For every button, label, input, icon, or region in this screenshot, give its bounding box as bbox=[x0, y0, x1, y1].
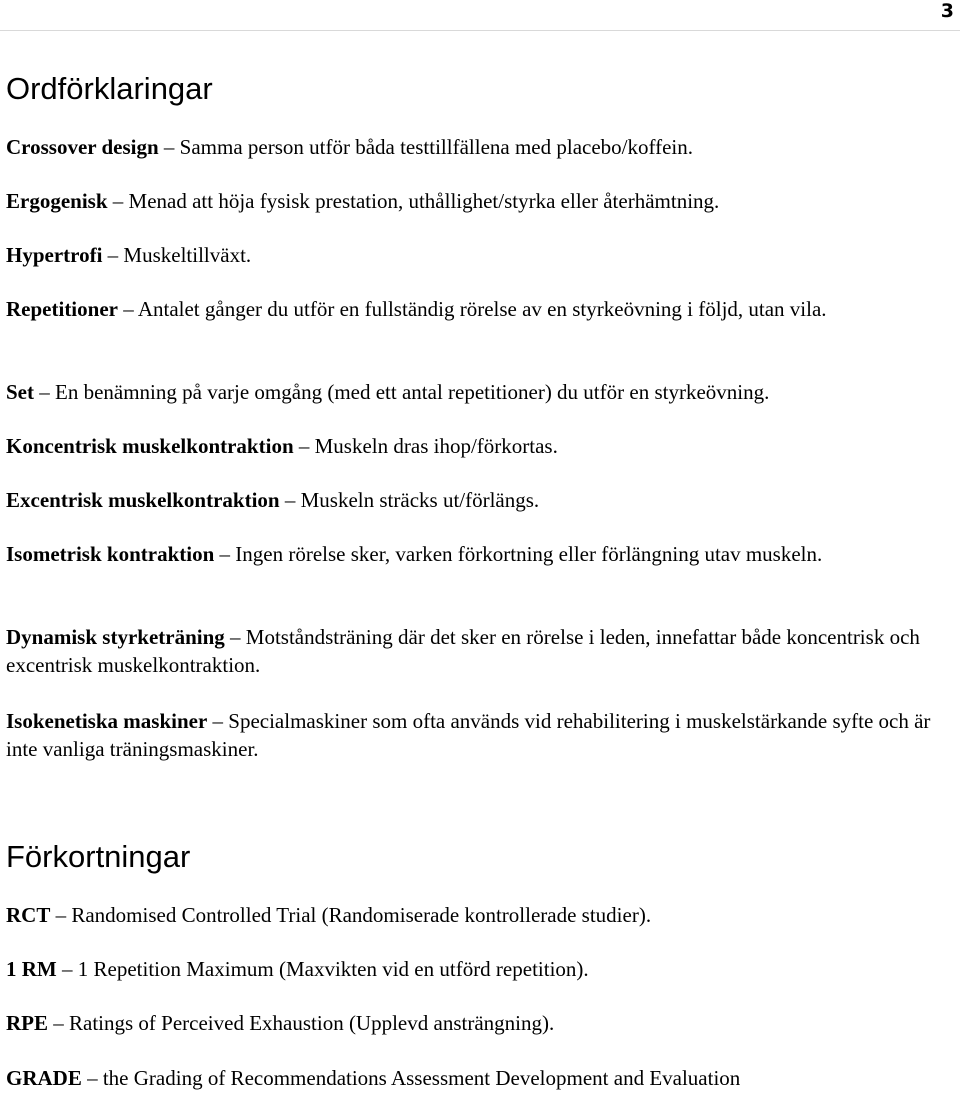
glossary-entry bbox=[6, 623, 951, 679]
glossary-term: Set bbox=[6, 380, 34, 404]
glossary-definition: Ingen rörelse sker, varken förkortning eller förlängning utav muskeln. bbox=[235, 542, 823, 566]
glossary-term: Hypertrofi bbox=[6, 243, 103, 267]
abbreviation-term: 1 RM bbox=[6, 957, 57, 981]
glossary-term: Crossover design bbox=[6, 135, 159, 159]
glossary-definition: Menad att höja fysisk prestation, uthållighet/styrka eller återhämtning. bbox=[128, 189, 720, 213]
page-number: 3 bbox=[940, 0, 954, 22]
glossary-term: Dynamisk styrketräning bbox=[6, 625, 225, 649]
term-separator: – bbox=[102, 243, 124, 267]
glossary-term: Isometrisk kontraktion bbox=[6, 542, 215, 566]
abbreviation-definition: the Grading of Recommendations Assessment Development and Evaluation bbox=[102, 1066, 741, 1090]
glossary-definition: Samma person utför båda testtillfällena med placebo/koffein. bbox=[179, 135, 694, 159]
term-separator: – bbox=[34, 380, 55, 404]
term-separator: – bbox=[214, 542, 236, 566]
glossary-entry bbox=[6, 378, 951, 406]
abbreviation-entry bbox=[6, 1009, 951, 1037]
glossary-term: Ergogenisk bbox=[6, 189, 108, 213]
abbreviation-entry bbox=[6, 901, 951, 929]
header-divider bbox=[0, 30, 960, 31]
glossary-entry bbox=[6, 432, 951, 460]
term-separator: – bbox=[279, 488, 301, 512]
glossary-entry bbox=[6, 540, 951, 568]
glossary-definition: Muskeln dras ihop/förkortas. bbox=[314, 434, 558, 458]
glossary-definition: Specialmaskiner som ofta används vid rehabilitering i muskelstärkande syfte och är inte vanliga träningsmaskiner. bbox=[6, 709, 931, 761]
term-separator: – bbox=[224, 625, 246, 649]
glossary-definition: En benämning på varje omgång (med ett antal repetitioner) du utför en styrkeövning. bbox=[55, 380, 770, 404]
abbreviation-entry bbox=[6, 1064, 951, 1092]
glossary-definition: Muskeln sträcks ut/förlängs. bbox=[300, 488, 540, 512]
term-separator: – bbox=[117, 297, 138, 321]
glossary-term: Isokenetiska maskiner bbox=[6, 709, 208, 733]
glossary-definition: Antalet gånger du utför en fullständig rörelse av en styrkeövning i följd, utan vila. bbox=[137, 297, 827, 321]
abbreviation-entry bbox=[6, 955, 951, 983]
abbreviation-term: GRADE bbox=[6, 1066, 82, 1090]
term-separator: – bbox=[207, 709, 229, 733]
term-separator: – bbox=[293, 434, 315, 458]
abbreviation-definition: 1 Repetition Maximum (Maxvikten vid en utförd repetition). bbox=[77, 957, 589, 981]
glossary-term: Excentrisk muskelkontraktion bbox=[6, 488, 280, 512]
term-separator: – bbox=[107, 189, 129, 213]
abbreviation-definition: Randomised Controlled Trial (Randomiserade kontrollerade studier). bbox=[71, 903, 652, 927]
term-separator: – bbox=[81, 1066, 103, 1090]
glossary-entry bbox=[6, 133, 951, 161]
glossary-definition: Muskeltillväxt. bbox=[123, 243, 252, 267]
term-separator: – bbox=[50, 903, 72, 927]
glossary-definition: Motståndsträning där det sker en rörelse i leden, innefattar både koncentrisk och excentrisk muskelkontraktion. bbox=[6, 625, 920, 677]
glossary-entry bbox=[6, 187, 951, 215]
glossary-entry bbox=[6, 707, 951, 763]
term-separator: – bbox=[48, 1011, 69, 1035]
glossary-heading: Ordförklaringar bbox=[6, 71, 213, 106]
abbreviation-definition: Ratings of Perceived Exhaustion (Upplevd ansträngning). bbox=[69, 1011, 555, 1035]
glossary-term: Repetitioner bbox=[6, 297, 118, 321]
abbreviation-term: RPE bbox=[6, 1011, 48, 1035]
abbreviation-term: RCT bbox=[6, 903, 51, 927]
glossary-entry bbox=[6, 241, 951, 269]
glossary-term: Koncentrisk muskelkontraktion bbox=[6, 434, 294, 458]
term-separator: – bbox=[158, 135, 180, 159]
term-separator: – bbox=[56, 957, 78, 981]
glossary-entry bbox=[6, 486, 951, 514]
glossary-entry bbox=[6, 295, 951, 323]
abbreviations-heading: Förkortningar bbox=[6, 839, 191, 874]
